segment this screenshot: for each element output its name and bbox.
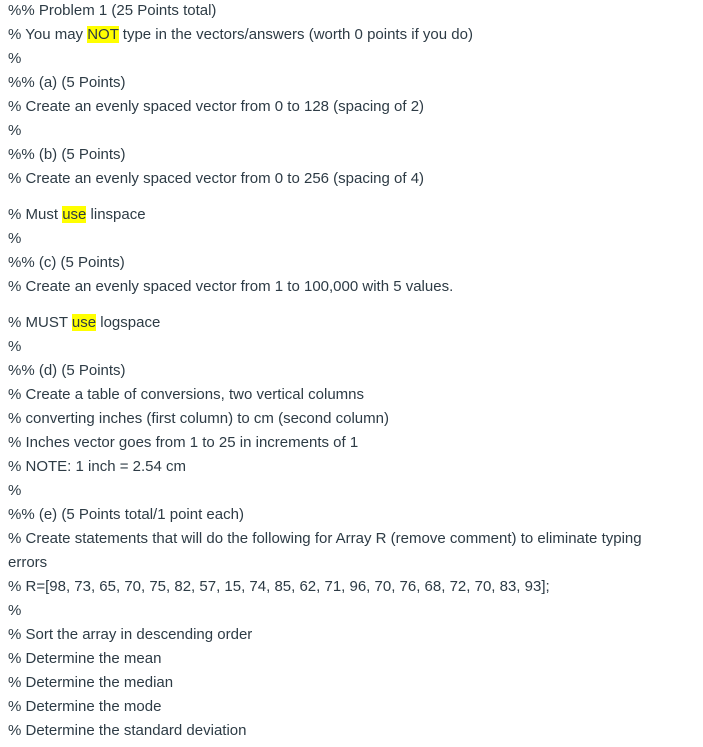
task-mode: % Determine the mode [8,698,162,715]
array-r-definition: % R=[98, 73, 65, 70, 75, 82, 57, 15, 74, 85, 62, 71, 96, 70, 76, 68, 72, 70, 83, 93]; [8,578,550,595]
instruction-text: type in the vectors/answers (worth 0 points if you do) [118,26,473,43]
problem-heading: %% Problem 1 (25 Points total) [8,2,217,19]
linspace-text: % Must [8,206,63,223]
section-d-heading: %% (d) (5 Points) [8,362,126,379]
comment-line: % [8,482,22,499]
comment-line: % NOTE: 1 inch = 2.54 cm [8,458,186,475]
linspace-text: linspace [86,206,146,223]
comment-line: % Create an evenly spaced vector from 0 to 256 (spacing of 4) [8,170,425,187]
comment-line: % Create an evenly spaced vector from 1 to 100,000 with 5 values. [8,278,454,295]
comment-line-wrap: errors [8,554,48,571]
comment-line: % [8,602,22,619]
linspace-line [8,205,146,225]
task-mean: % Determine the mean [8,650,162,667]
highlighted-use: use [62,206,87,223]
logspace-text: logspace [96,314,161,331]
comment-line: % Inches vector goes from 1 to 25 in increments of 1 [8,434,359,451]
comment-line: % Create an evenly spaced vector from 0 to 128 (spacing of 2) [8,98,425,115]
logspace-text: % MUST [8,314,72,331]
comment-line: % [8,338,22,355]
task-median: % Determine the median [8,674,174,691]
comment-line: % converting inches (first column) to cm (second column) [8,410,389,427]
comment-line: % [8,122,22,139]
section-e-heading: %% (e) (5 Points total/1 point each) [8,506,244,523]
highlighted-use: use [71,314,97,331]
section-c-heading: %% (c) (5 Points) [8,254,125,271]
instruction-line [8,25,473,45]
instruction-text: % You may [8,26,88,43]
comment-line: % Create statements that will do the following for Array R (remove comment) to eliminate typing [8,530,642,547]
comment-line: % [8,50,22,67]
comment-line: % Create a table of conversions, two vertical columns [8,386,364,403]
logspace-line [8,313,160,333]
section-b-heading: %% (b) (5 Points) [8,146,126,163]
task-std-dev: % Determine the standard deviation [8,722,247,739]
comment-line: % [8,230,22,247]
task-sort: % Sort the array in descending order [8,626,253,643]
highlighted-not: NOT [87,26,119,43]
section-a-heading: %% (a) (5 Points) [8,74,126,91]
